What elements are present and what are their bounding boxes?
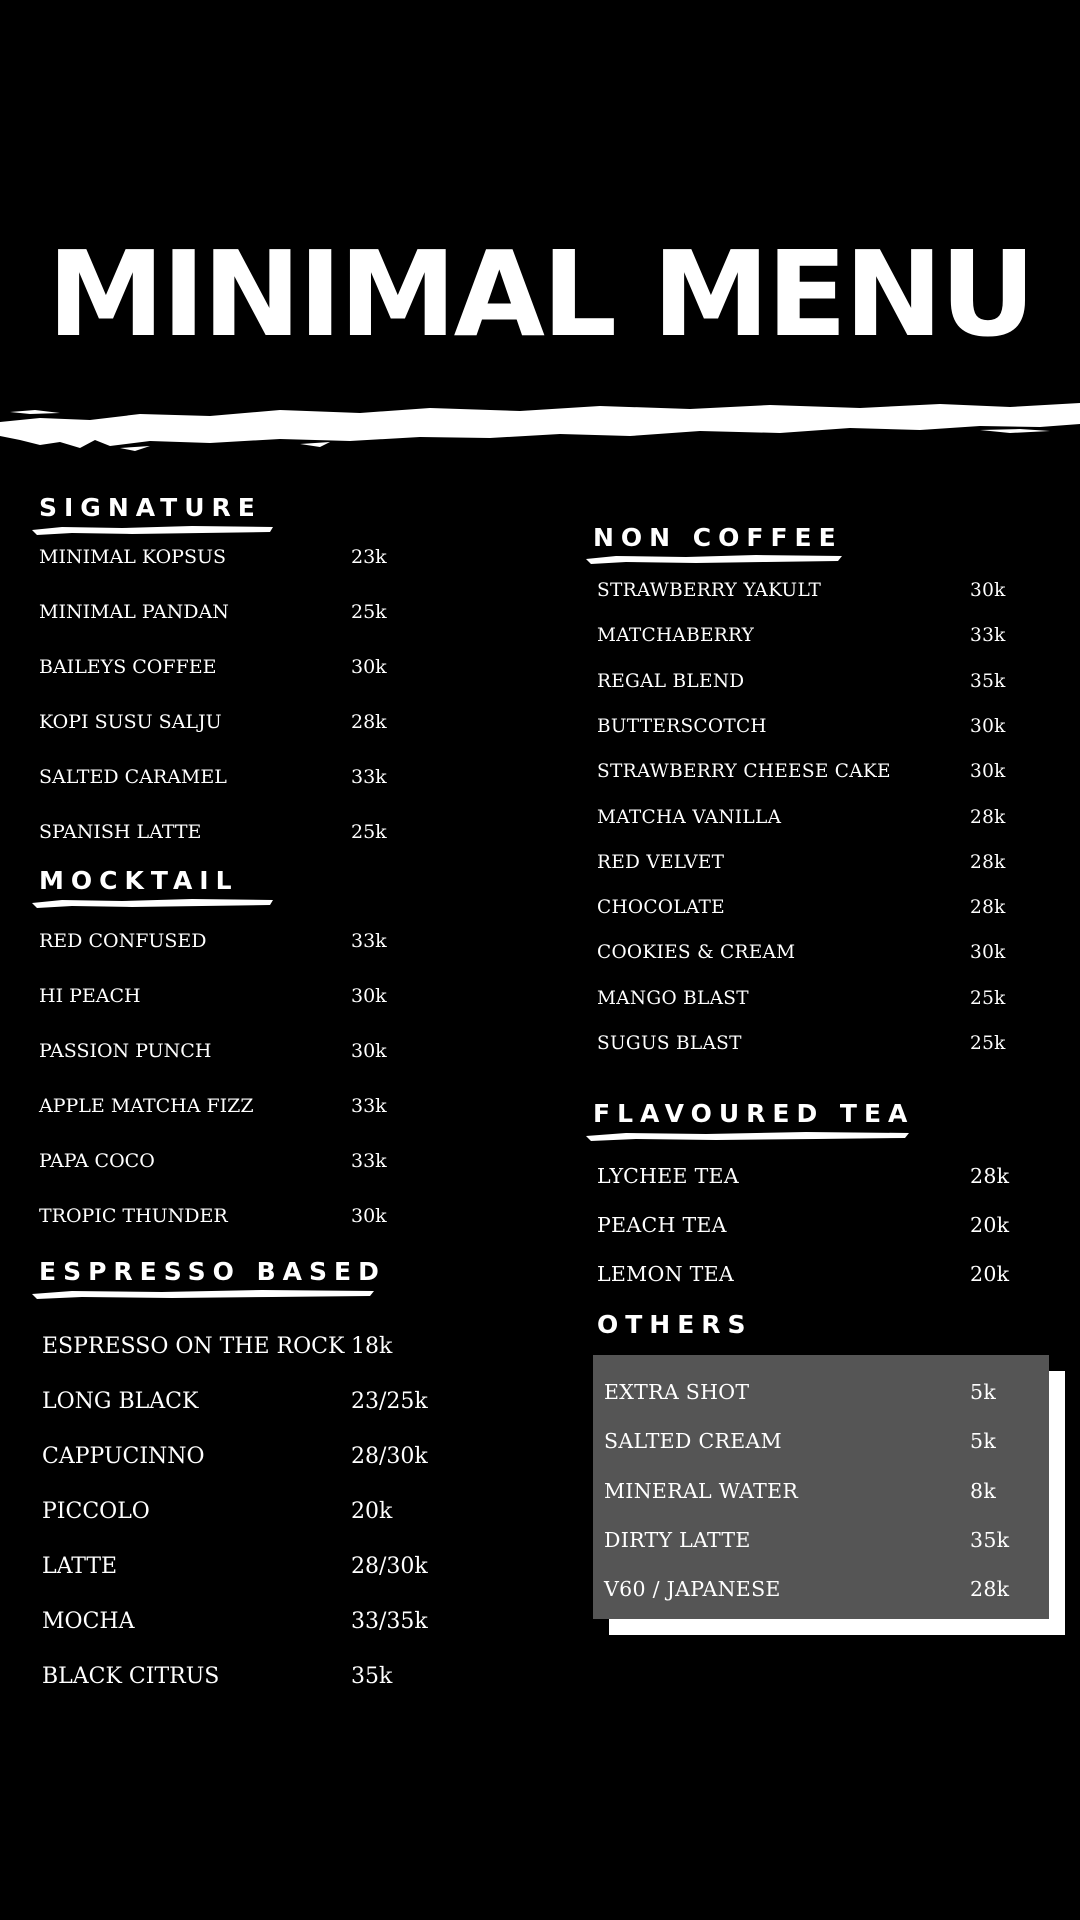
- menu-item-price: 28k: [970, 806, 1006, 828]
- menu-item-price: 5k: [970, 1429, 997, 1454]
- menu-item-price: 30k: [970, 942, 1006, 964]
- menu-item-name: SALTED CREAM: [604, 1429, 782, 1454]
- menu-item-name: PEACH TEA: [597, 1213, 727, 1237]
- menu-item-name: RED VELVET: [597, 851, 725, 873]
- menu-item-price: 35k: [351, 1664, 393, 1689]
- menu-item-price: 30k: [351, 1040, 387, 1062]
- menu-item-name: MINERAL WATER: [604, 1478, 799, 1503]
- heading-underline: [32, 897, 273, 909]
- menu-item-price: 35k: [970, 670, 1006, 692]
- menu-item-price: 30k: [351, 656, 387, 678]
- menu-item-name: PAPA COCO: [39, 1150, 155, 1172]
- menu-item-name: MATCHA VANILLA: [597, 806, 782, 828]
- menu-item-price: 33k: [351, 930, 387, 952]
- menu-item-price: 25k: [351, 601, 387, 623]
- menu-item-name: STRAWBERRY YAKULT: [597, 580, 822, 601]
- brush-stroke-divider: [0, 400, 1080, 452]
- heading-espresso-based: ESPRESSO BASED: [39, 1257, 386, 1286]
- menu-item-name: MINIMAL PANDAN: [39, 601, 229, 623]
- menu-item-price: 28k: [970, 897, 1006, 919]
- menu-item-name: BUTTERSCOTCH: [597, 715, 767, 737]
- menu-item-price: 8k: [970, 1478, 997, 1503]
- menu-item-price: 35k: [970, 1527, 1010, 1552]
- menu-item-name: LATTE: [42, 1554, 118, 1579]
- heading-underline: [586, 1130, 909, 1142]
- menu-item-name: LEMON TEA: [597, 1262, 734, 1286]
- menu-item-price: 20k: [351, 1499, 393, 1524]
- menu-item-name: MANGO BLAST: [597, 987, 749, 1009]
- menu-item-price: 30k: [970, 580, 1006, 601]
- menu-item-price: 28k: [970, 1577, 1010, 1602]
- menu-item-name: PASSION PUNCH: [39, 1040, 212, 1062]
- menu-item-name: SPANISH LATTE: [39, 821, 202, 843]
- menu-item-name: SUGUS BLAST: [597, 1033, 742, 1054]
- menu-item-price: 28k: [351, 711, 387, 733]
- menu-item-name: EXTRA SHOT: [604, 1380, 750, 1404]
- menu-item-price: 30k: [351, 985, 387, 1007]
- menu-item-price: 33k: [970, 625, 1006, 647]
- menu-item-price: 28k: [970, 1164, 1010, 1188]
- menu-item-price: 30k: [970, 761, 1006, 783]
- heading-underline: [32, 524, 273, 536]
- menu-item-price: 28/30k: [351, 1444, 428, 1469]
- heading-mocktail: MOCKTAIL: [39, 866, 239, 895]
- menu-item-price: 5k: [970, 1380, 997, 1404]
- menu-item-name: CHOCOLATE: [597, 897, 725, 919]
- menu-item-name: REGAL BLEND: [597, 670, 745, 692]
- menu-item-name: COOKIES & CREAM: [597, 942, 796, 964]
- menu-title: MINIMAL MENU: [47, 225, 1033, 363]
- menu-item-price: 33/35k: [351, 1609, 428, 1634]
- menu-item-name: ESPRESSO ON THE ROCK: [42, 1334, 345, 1359]
- heading-others: OTHERS: [597, 1310, 753, 1339]
- menu-item-name: LYCHEE TEA: [597, 1164, 739, 1188]
- menu-item-name: DIRTY LATTE: [604, 1527, 751, 1552]
- heading-underline: [32, 1288, 374, 1300]
- menu-item-price: 25k: [970, 987, 1006, 1009]
- menu-item-price: 28/30k: [351, 1554, 428, 1579]
- menu-item-price: 23k: [351, 546, 387, 568]
- menu-item-price: 18k: [351, 1334, 393, 1359]
- menu-item-name: MATCHABERRY: [597, 625, 755, 647]
- menu-item-name: BAILEYS COFFEE: [39, 656, 217, 678]
- menu-item-name: TROPIC THUNDER: [39, 1205, 228, 1227]
- menu-item-name: APPLE MATCHA FIZZ: [39, 1095, 254, 1117]
- menu-item-price: 28k: [970, 851, 1006, 873]
- menu-item-price: 30k: [351, 1205, 387, 1227]
- menu-item-price: 33k: [351, 766, 387, 788]
- menu-item-name: MINIMAL KOPSUS: [39, 546, 227, 568]
- heading-signature: SIGNATURE: [39, 493, 262, 522]
- menu-item-price: 33k: [351, 1095, 387, 1117]
- heading-non-coffee: NON COFFEE: [593, 523, 843, 552]
- menu-item-name: RED CONFUSED: [39, 930, 207, 952]
- menu-item-price: 30k: [970, 715, 1006, 737]
- heading-underline: [586, 553, 842, 565]
- menu-item-name: PICCOLO: [42, 1499, 150, 1524]
- menu-item-name: MOCHA: [42, 1609, 135, 1634]
- menu-item-name: STRAWBERRY CHEESE CAKE: [597, 761, 891, 783]
- menu-item-name: BLACK CITRUS: [42, 1664, 220, 1689]
- menu-item-name: LONG BLACK: [42, 1389, 199, 1414]
- menu-item-name: CAPPUCINNO: [42, 1444, 205, 1469]
- menu-item-name: SALTED CARAMEL: [39, 766, 227, 788]
- menu-item-price: 25k: [351, 821, 387, 843]
- heading-flavoured-tea: FLAVOURED TEA: [593, 1099, 915, 1128]
- menu-item-price: 20k: [970, 1262, 1010, 1286]
- menu-item-name: V60 / JAPANESE: [604, 1577, 781, 1602]
- menu-item-price: 25k: [970, 1033, 1006, 1054]
- menu-item-name: HI PEACH: [39, 985, 141, 1007]
- menu-item-price: 23/25k: [351, 1389, 428, 1414]
- menu-item-price: 33k: [351, 1150, 387, 1172]
- menu-item-name: KOPI SUSU SALJU: [39, 711, 222, 733]
- menu-item-price: 20k: [970, 1213, 1010, 1237]
